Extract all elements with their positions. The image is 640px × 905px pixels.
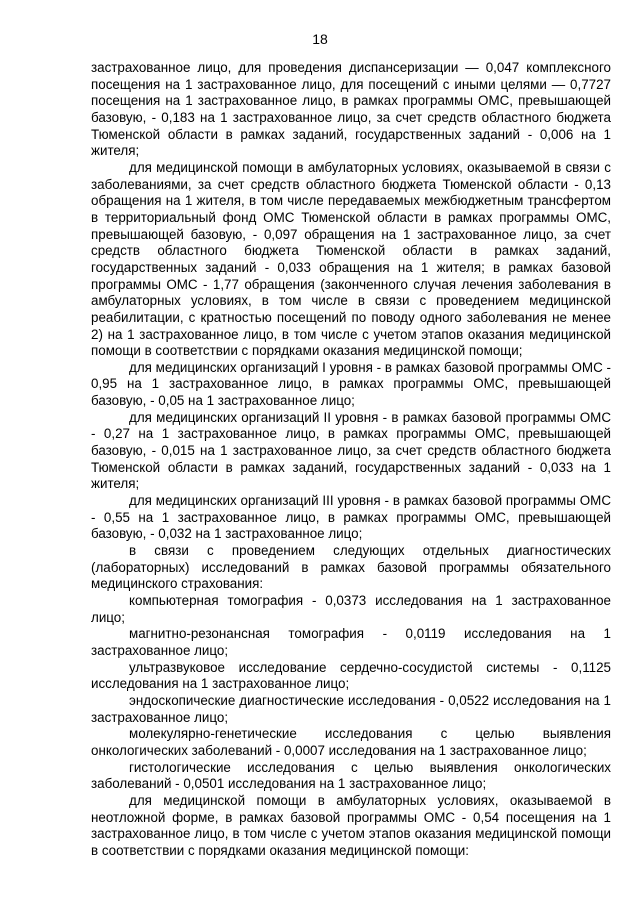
- paragraph: для медицинской помощи в амбулаторных условиях, оказываемой в связи с заболеваниями, за счет средств областного бюджета Тюменской области - 0,13 обращения на 1 жителя, в том числе передаваемых межбюджетным трансфертом в территориальный фонд ОМС Тюменской области в рамках программы ОМС, превышающей базовую, - 0,097 обращения на 1 застрахованное лицо, за счет средств областного бюджета Тюменской области в рамках заданий, государственных заданий - 0,033 обращения на 1 жителя; в рамках базовой программы ОМС - 1,77 обращения (законченного случая лечения заболевания в амбулаторных условиях, в том числе в связи с проведением медицинской реабилитации, с кратностью посещений по поводу одного заболевания не менее 2) на 1 застрахованное лицо, в том числе с учетом этапов оказания медицинской помощи в соответствии с порядками оказания медицинской помощи;: [91, 159, 611, 359]
- paragraph: для медицинской помощи в амбулаторных условиях, оказываемой в неотложной форме, в рамках базовой программы ОМС - 0,54 посещения на 1 застрахованное лицо, в том числе с учетом этапов оказания медицинской помощи в соответствии с порядками оказания медицинской помощи:: [91, 792, 611, 858]
- paragraph: магнитно-резонансная томография - 0,0119 исследования на 1 застрахованное лицо;: [91, 626, 611, 658]
- page-number: 18: [312, 31, 328, 47]
- paragraph: для медицинских организаций II уровня - в рамках базовой программы ОМС - 0,27 на 1 застрахованное лицо, в рамках программы ОМС, превышающей базовую, - 0,015 на 1 застрахованное лицо, за счет средств областного бюджета Тюменской области в рамках заданий, государственных заданий - 0,033 на 1 жителя;: [91, 409, 611, 492]
- paragraph: молекулярно-генетические исследования с целью выявления онкологических заболеваний - 0,0007 исследования на 1 застрахованное лицо;: [91, 726, 611, 758]
- paragraph: для медицинских организаций I уровня - в рамках базовой программы ОМС - 0,95 на 1 застрахованное лицо, в рамках программы ОМС, превышающей базовую, - 0,05 на 1 застрахованное лицо;: [91, 359, 611, 409]
- document-body: [91, 60, 611, 860]
- paragraph: ультразвуковое исследование сердечно-сосудистой системы - 0,1125 исследования на 1 застрахованное лицо;: [91, 659, 611, 692]
- paragraph: в связи с проведением следующих отдельных диагностических (лабораторных) исследований в рамках базовой программы обязательного медицинского страхования:: [91, 543, 611, 592]
- paragraph: застрахованное лицо, для проведения диспансеризации — 0,047 комплексного посещения на 1 застрахованное лицо, для посещений с иными целями — 0,7727 посещения на 1 застрахованное лицо, в рамках программы ОМС, превышающей базовую, - 0,183 на 1 застрахованное лицо, за счет средств областного бюджета Тюменской области в рамках заданий, государственных заданий - 0,006 на 1 жителя;: [91, 60, 611, 159]
- paragraph: эндоскопические диагностические исследования - 0,0522 исследования на 1 застрахованное лицо;: [91, 692, 611, 725]
- paragraph: компьютерная томография - 0,0373 исследования на 1 застрахованное лицо;: [91, 593, 611, 625]
- paragraph: гистологические исследования с целью выявления онкологических заболеваний - 0,0501 исследования на 1 застрахованное лицо;: [91, 759, 611, 792]
- paragraph: для медицинских организаций III уровня - в рамках базовой программы ОМС - 0,55 на 1 застрахованное лицо, в рамках программы ОМС, превышающей базовую, - 0,032 на 1 застрахованное лицо;: [91, 493, 611, 542]
